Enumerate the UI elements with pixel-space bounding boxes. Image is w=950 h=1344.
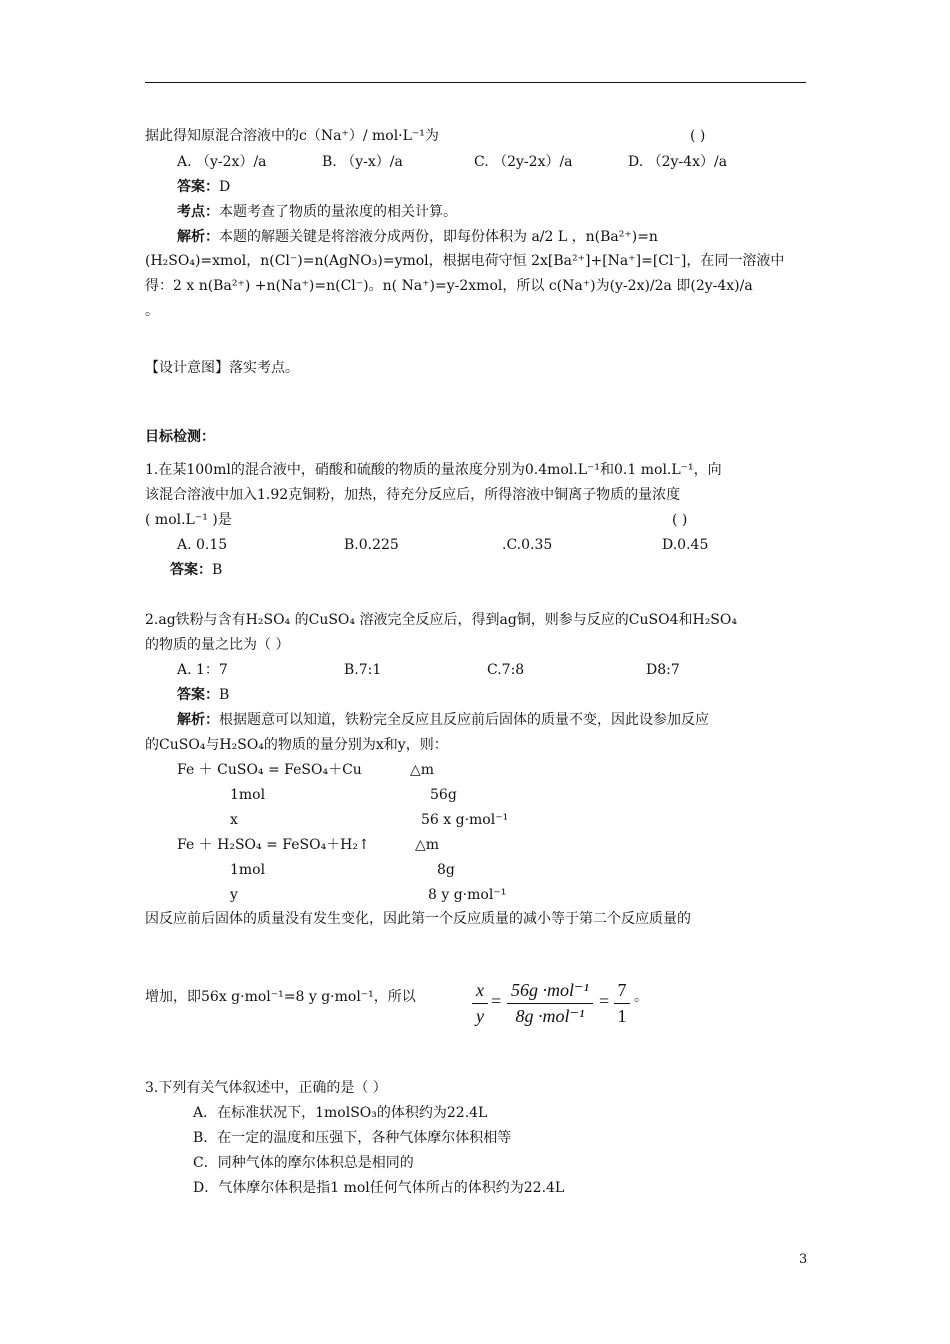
answer-value: B	[219, 687, 230, 703]
q1-answer-paren: ( )	[672, 512, 688, 528]
fraction-denominator: y	[476, 1006, 484, 1026]
design-intent: 【设计意图】落实考点。	[145, 360, 299, 376]
prev-option-a: A. （y-2x）/a	[177, 154, 267, 170]
q3-stem: 3.下列有关气体叙述中，正确的是（ ）	[145, 1080, 387, 1096]
equation-2: Fe ＋ H₂SO₄ = FeSO₄＋H₂↑	[177, 837, 370, 853]
equation-1-row1-left: 1mol	[230, 787, 266, 803]
header-rule	[145, 82, 806, 83]
q1-option-b: B.0.225	[344, 537, 399, 553]
analysis-label: 解析：	[177, 712, 219, 728]
equation-2-row1-left: 1mol	[230, 862, 266, 878]
equation-1-row1-right: 56g	[430, 787, 457, 803]
prev-analysis-line-1	[177, 228, 658, 246]
fraction-denominator: 8g ·mol⁻¹	[515, 1006, 585, 1026]
equation-1-delta-m: △m	[410, 762, 435, 778]
q2-conclusion-line-2: 增加，即56x g·mol⁻¹=8 y g·mol⁻¹，所以	[145, 989, 416, 1005]
equation-2-row2-right: 8 y g·mol⁻¹	[428, 887, 507, 903]
answer-value: D	[219, 179, 231, 195]
equation-2-row1-right: 8g	[437, 862, 455, 878]
q1-stem-line-3: ( mol.L⁻¹ )是	[145, 512, 232, 528]
fraction-numerator: x	[476, 980, 484, 1000]
analysis-text-1: 本题的解题关键是将溶液分成两份，即每份体积为 a/2 L ，n(Ba²⁺)=n	[219, 229, 658, 245]
q2-analysis-line-1	[177, 711, 709, 729]
q2-option-b: B.7:1	[344, 662, 382, 678]
page-number: 3	[799, 1252, 808, 1267]
prev-analysis-line-3: 得：2 x n(Ba²⁺) +n(Na⁺)=n(Cl⁻)。n( Na⁺)=y-2xmol，所以 c(Na⁺)为(y-2x)/2a 即(2y-4x)/a	[145, 278, 753, 294]
prev-answer-line	[177, 178, 230, 196]
kaodian-text: 本题考查了物质的量浓度的相关计算。	[219, 204, 457, 220]
kaodian-label: 考点：	[177, 204, 219, 220]
q3-option-a: A．在标准状况下，1molSO₃的体积约为22.4L	[193, 1105, 488, 1121]
q2-analysis-line-2: 的CuSO₄与H₂SO₄的物质的量分别为x和y，则：	[145, 737, 448, 753]
equals-sign-2: =	[599, 991, 610, 1011]
q3-option-d: D．气体摩尔体积是指1 mol任何气体所占的体积约为22.4L	[193, 1180, 565, 1196]
fraction-denominator: 1	[617, 1006, 627, 1026]
q3-option-b: B．在一定的温度和压强下，各种气体摩尔体积相等	[193, 1130, 512, 1146]
fraction-x-over-y	[472, 980, 488, 1028]
equation-2-delta-m: △m	[415, 837, 440, 853]
prev-analysis-line-4: 。	[145, 303, 159, 319]
prev-kaodian-line	[177, 203, 457, 221]
prev-option-d: D. （2y-4x）/a	[628, 154, 728, 170]
fraction-bar	[507, 1003, 593, 1004]
prev-option-b: B. （y-x）/a	[322, 154, 403, 170]
equation-2-row2-left: y	[230, 887, 238, 903]
q2-option-d: D8:7	[646, 662, 680, 678]
answer-label: 答案：	[177, 687, 219, 703]
analysis-label: 解析：	[177, 229, 219, 245]
prev-question-stem: 据此得知原混合溶液中的c（Na⁺）/ mol·L⁻¹为	[145, 128, 439, 144]
fraction-numerator: 7	[617, 980, 627, 1000]
equals-sign-1: =	[491, 991, 502, 1011]
q3-option-c: C．同种气体的摩尔体积总是相同的	[193, 1155, 414, 1171]
fraction-end-period: 。	[634, 989, 648, 1005]
q1-option-c: .C.0.35	[502, 537, 553, 553]
q2-option-c: C.7:8	[487, 662, 525, 678]
prev-analysis-line-2: (H₂SO₄)=xmol，n(Cl⁻)=n(AgNO₃)=ymol，根据电荷守恒 2x[Ba²⁺]+[Na⁺]=[Cl⁻]，在同一溶液中	[145, 253, 785, 269]
equation-1: Fe ＋ CuSO₄ = FeSO₄＋Cu	[177, 762, 362, 778]
q1-stem-line-1: 1.在某100ml的混合液中，硝酸和硫酸的物质的量浓度分别为0.4mol.L⁻¹和0.1 mol.L⁻¹，向	[145, 462, 722, 478]
fraction-bar	[614, 1003, 630, 1004]
q1-stem-line-2: 该混合溶液中加入1.92克铜粉，加热，待充分反应后，所得溶液中铜离子物质的量浓度	[145, 487, 681, 503]
fraction-numerator: 56g ·mol⁻¹	[511, 980, 589, 1000]
analysis-text-1: 根据题意可以知道，铁粉完全反应且反应前后固体的质量不变，因此设参加反应	[219, 712, 709, 728]
prev-option-c: C. （2y-2x）/a	[474, 154, 573, 170]
fraction-bar	[472, 1003, 488, 1004]
prev-answer-paren: ( )	[690, 128, 706, 144]
answer-label: 答案：	[170, 562, 212, 578]
equation-1-row2-left: x	[230, 812, 238, 828]
q2-stem-line-1: 2.ag铁粉与含有H₂SO₄ 的CuSO₄ 溶液完全反应后，得到ag铜，则参与反应的CuSO4和H₂SO₄	[145, 612, 737, 628]
q2-answer-line	[177, 686, 229, 704]
q2-option-a: A. 1：7	[177, 662, 228, 678]
q1-option-a: A. 0.15	[177, 537, 228, 553]
answer-label: 答案：	[177, 179, 219, 195]
answer-value: B	[212, 562, 223, 578]
q2-stem-line-2: 的物质的量之比为（ ）	[145, 637, 290, 653]
fraction-56g-over-8g	[505, 980, 595, 1028]
fraction-7-over-1	[614, 980, 630, 1028]
target-heading: 目标检测：	[145, 429, 215, 445]
equation-1-row2-right: 56 x g·mol⁻¹	[421, 812, 509, 828]
q1-option-d: D.0.45	[662, 537, 709, 553]
q1-answer-line	[170, 561, 222, 579]
q2-conclusion-line-1: 因反应前后固体的质量没有发生变化，因此第一个反应质量的减小等于第二个反应质量的	[145, 911, 691, 927]
